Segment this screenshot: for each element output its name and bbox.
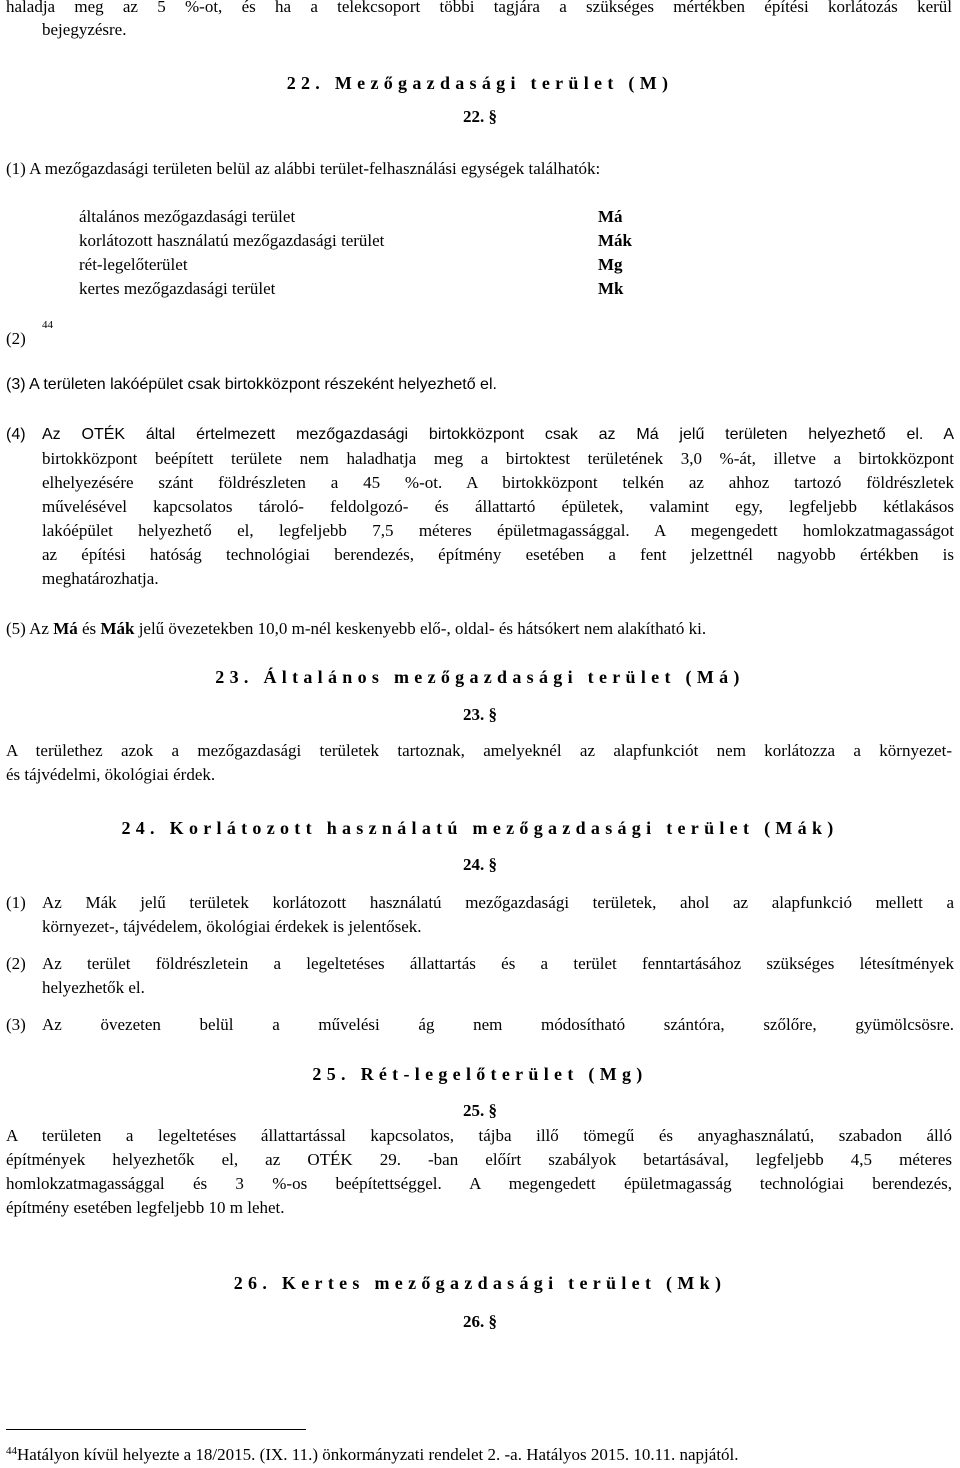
paragraph-line: elhelyezésére szánt földrészleten a 45 %-ot. A birtokközpont telkén az ahhoz tartozó földrészletek	[42, 473, 954, 492]
paragraph-line: birtokközpont beépített területe nem haladhatja meg a birtoktest területének 3,0 %-át, illetve a birtokközpont	[42, 449, 954, 468]
section-sign-icon: §	[488, 107, 497, 126]
section-number: 26.	[463, 1312, 485, 1331]
chapter-22-heading: 22. Mezőgazdasági terület (M)	[286, 73, 674, 93]
paragraph-line: építmények helyezhetők el, az OTÉK 29. -ban előírt szabályok betartásával, legfeljebb 4,5 méteres	[6, 1150, 952, 1169]
section-23	[0, 705, 960, 725]
paragraph-line: homlokzatmagassággal és 3 %-os beépítettséggel. A megengedett épületmagasság technológiai berendezés,	[6, 1174, 952, 1193]
paragraph-line: meghatározhatja.	[42, 569, 159, 588]
ch22-paragraph-3: (3) A területen lakóépület csak birtokközpont részeként helyezhető el.	[6, 376, 497, 393]
paragraph-line: lakóépület helyezhető el, legfeljebb 7,5 méteres épületmagassággal. A megengedett homlokzatmagasságot	[42, 521, 954, 540]
ch22-paragraph-5	[6, 617, 706, 640]
footnote	[6, 1444, 739, 1466]
footnote-text: Hatályon kívül helyezte a 18/2015. (IX. 11.) önkormányzati rendelet 2. -a. Hatályos 2015. 10.11. napjától.	[17, 1445, 739, 1464]
ch22-paragraph-4-number: (4)	[6, 426, 26, 443]
paragraph-line: művelésével kapcsolatos tároló- feldolgozó- és állattartó épületek, valamint egy, legfeljebb kétlakásos	[42, 497, 954, 516]
unit-code: Mák	[598, 231, 632, 250]
section-number: 25.	[463, 1101, 485, 1120]
ch23-line-2: és tájvédelmi, ökológiai érdek.	[6, 765, 216, 784]
unit-code: Má	[598, 207, 623, 226]
text-span: (5) Az	[6, 619, 54, 638]
chapter-26-heading: 26. Kertes mezőgazdasági terület (Mk)	[233, 1273, 727, 1293]
unit-name: kertes mezőgazdasági terület	[79, 279, 276, 298]
unit-name: korlátozott használatú mezőgazdasági terület	[79, 231, 385, 250]
ch24-paragraph-1-number: (1)	[6, 893, 26, 912]
zone-code: Mák	[100, 619, 135, 638]
section-number: 23.	[463, 705, 485, 724]
footnote-ref-44[interactable]: 44	[42, 319, 53, 331]
chapter-23-heading: 23. Általános mezőgazdasági terület (Má)	[215, 667, 745, 687]
paragraph-line: az építési hatóság technológiai berendezés, építmény esetében a fent jelzettnél nagyobb értékben is	[42, 545, 954, 564]
text-span: és	[77, 619, 101, 638]
section-sign-icon: §	[488, 1312, 497, 1331]
intro-line-2: bejegyzésre.	[42, 20, 127, 39]
text-span: jelű övezetekben 10,0 m-nél keskenyebb elő-, oldal- és hátsókert nem alakítható ki.	[134, 619, 707, 638]
ch24-paragraph-2-line-2: helyezhetők el.	[42, 978, 145, 997]
unit-name: általános mezőgazdasági terület	[79, 207, 296, 226]
ch24-paragraph-3-number: (3)	[6, 1015, 26, 1034]
section-26	[0, 1312, 960, 1332]
paragraph-line: A területen a legeltetéses állattartással kapcsolatos, tájba illő tömegű és anyaghasználatú, szabadon álló	[6, 1126, 952, 1145]
section-sign-icon: §	[488, 855, 497, 874]
section-sign-icon: §	[488, 1101, 497, 1120]
section-22	[0, 107, 960, 127]
footnote-number: 44	[6, 1445, 17, 1457]
ch24-paragraph-1-line-2: környezet-, tájvédelem, ökológiai érdekek is jelentősek.	[42, 917, 422, 936]
section-sign-icon: §	[488, 705, 497, 724]
section-25	[0, 1101, 960, 1121]
section-number: 22.	[463, 107, 485, 126]
unit-code: Mg	[598, 255, 623, 274]
intro-line-1: haladja meg az 5 %-ot, és ha a telekcsoport többi tagjára a szükséges mértékben építési korlátozás kerül	[6, 0, 952, 16]
chapter-24-heading: 24. Korlátozott használatú mezőgazdasági terület (Mák)	[121, 818, 839, 838]
ch24-paragraph-3: Az övezeten belül a művelési ág nem módosítható szántóra, szőlőre, gyümölcsösre.	[42, 1015, 954, 1034]
ch23-line-1: A területhez azok a mezőgazdasági területek tartoznak, amelyeknél az alapfunkciót nem korlátozza a környezet-	[6, 741, 952, 760]
unit-name: rét-legelőterület	[79, 255, 188, 274]
ch24-paragraph-2-number: (2)	[6, 954, 26, 973]
zone-code: Má	[53, 619, 78, 638]
footnote-separator	[6, 1429, 306, 1430]
section-number: 24.	[463, 855, 485, 874]
ch24-paragraph-2-line-1: Az terület földrészletein a legeltetéses állattartás és a terület fenntartásához szükséges létesítmények	[42, 954, 954, 973]
unit-code: Mk	[598, 279, 624, 298]
section-24	[0, 855, 960, 875]
ch22-paragraph-2-number: (2)	[6, 329, 26, 348]
paragraph-line: Az OTÉK által értelmezett mezőgazdasági birtokközpont csak az Má jelű területen helyezhető el. A	[42, 426, 954, 443]
paragraph-line: építmény esetében legfeljebb 10 m lehet.	[6, 1198, 285, 1217]
chapter-25-heading: 25. Rét-legelőterület (Mg)	[312, 1064, 648, 1084]
ch22-paragraph-1: (1) A mezőgazdasági területen belül az alábbi terület-felhasználási egységek találhatók:	[6, 159, 601, 178]
ch24-paragraph-1-line-1: Az Mák jelű területek korlátozott használatú mezőgazdasági területek, ahol az alapfunkció mellett a	[42, 893, 954, 912]
